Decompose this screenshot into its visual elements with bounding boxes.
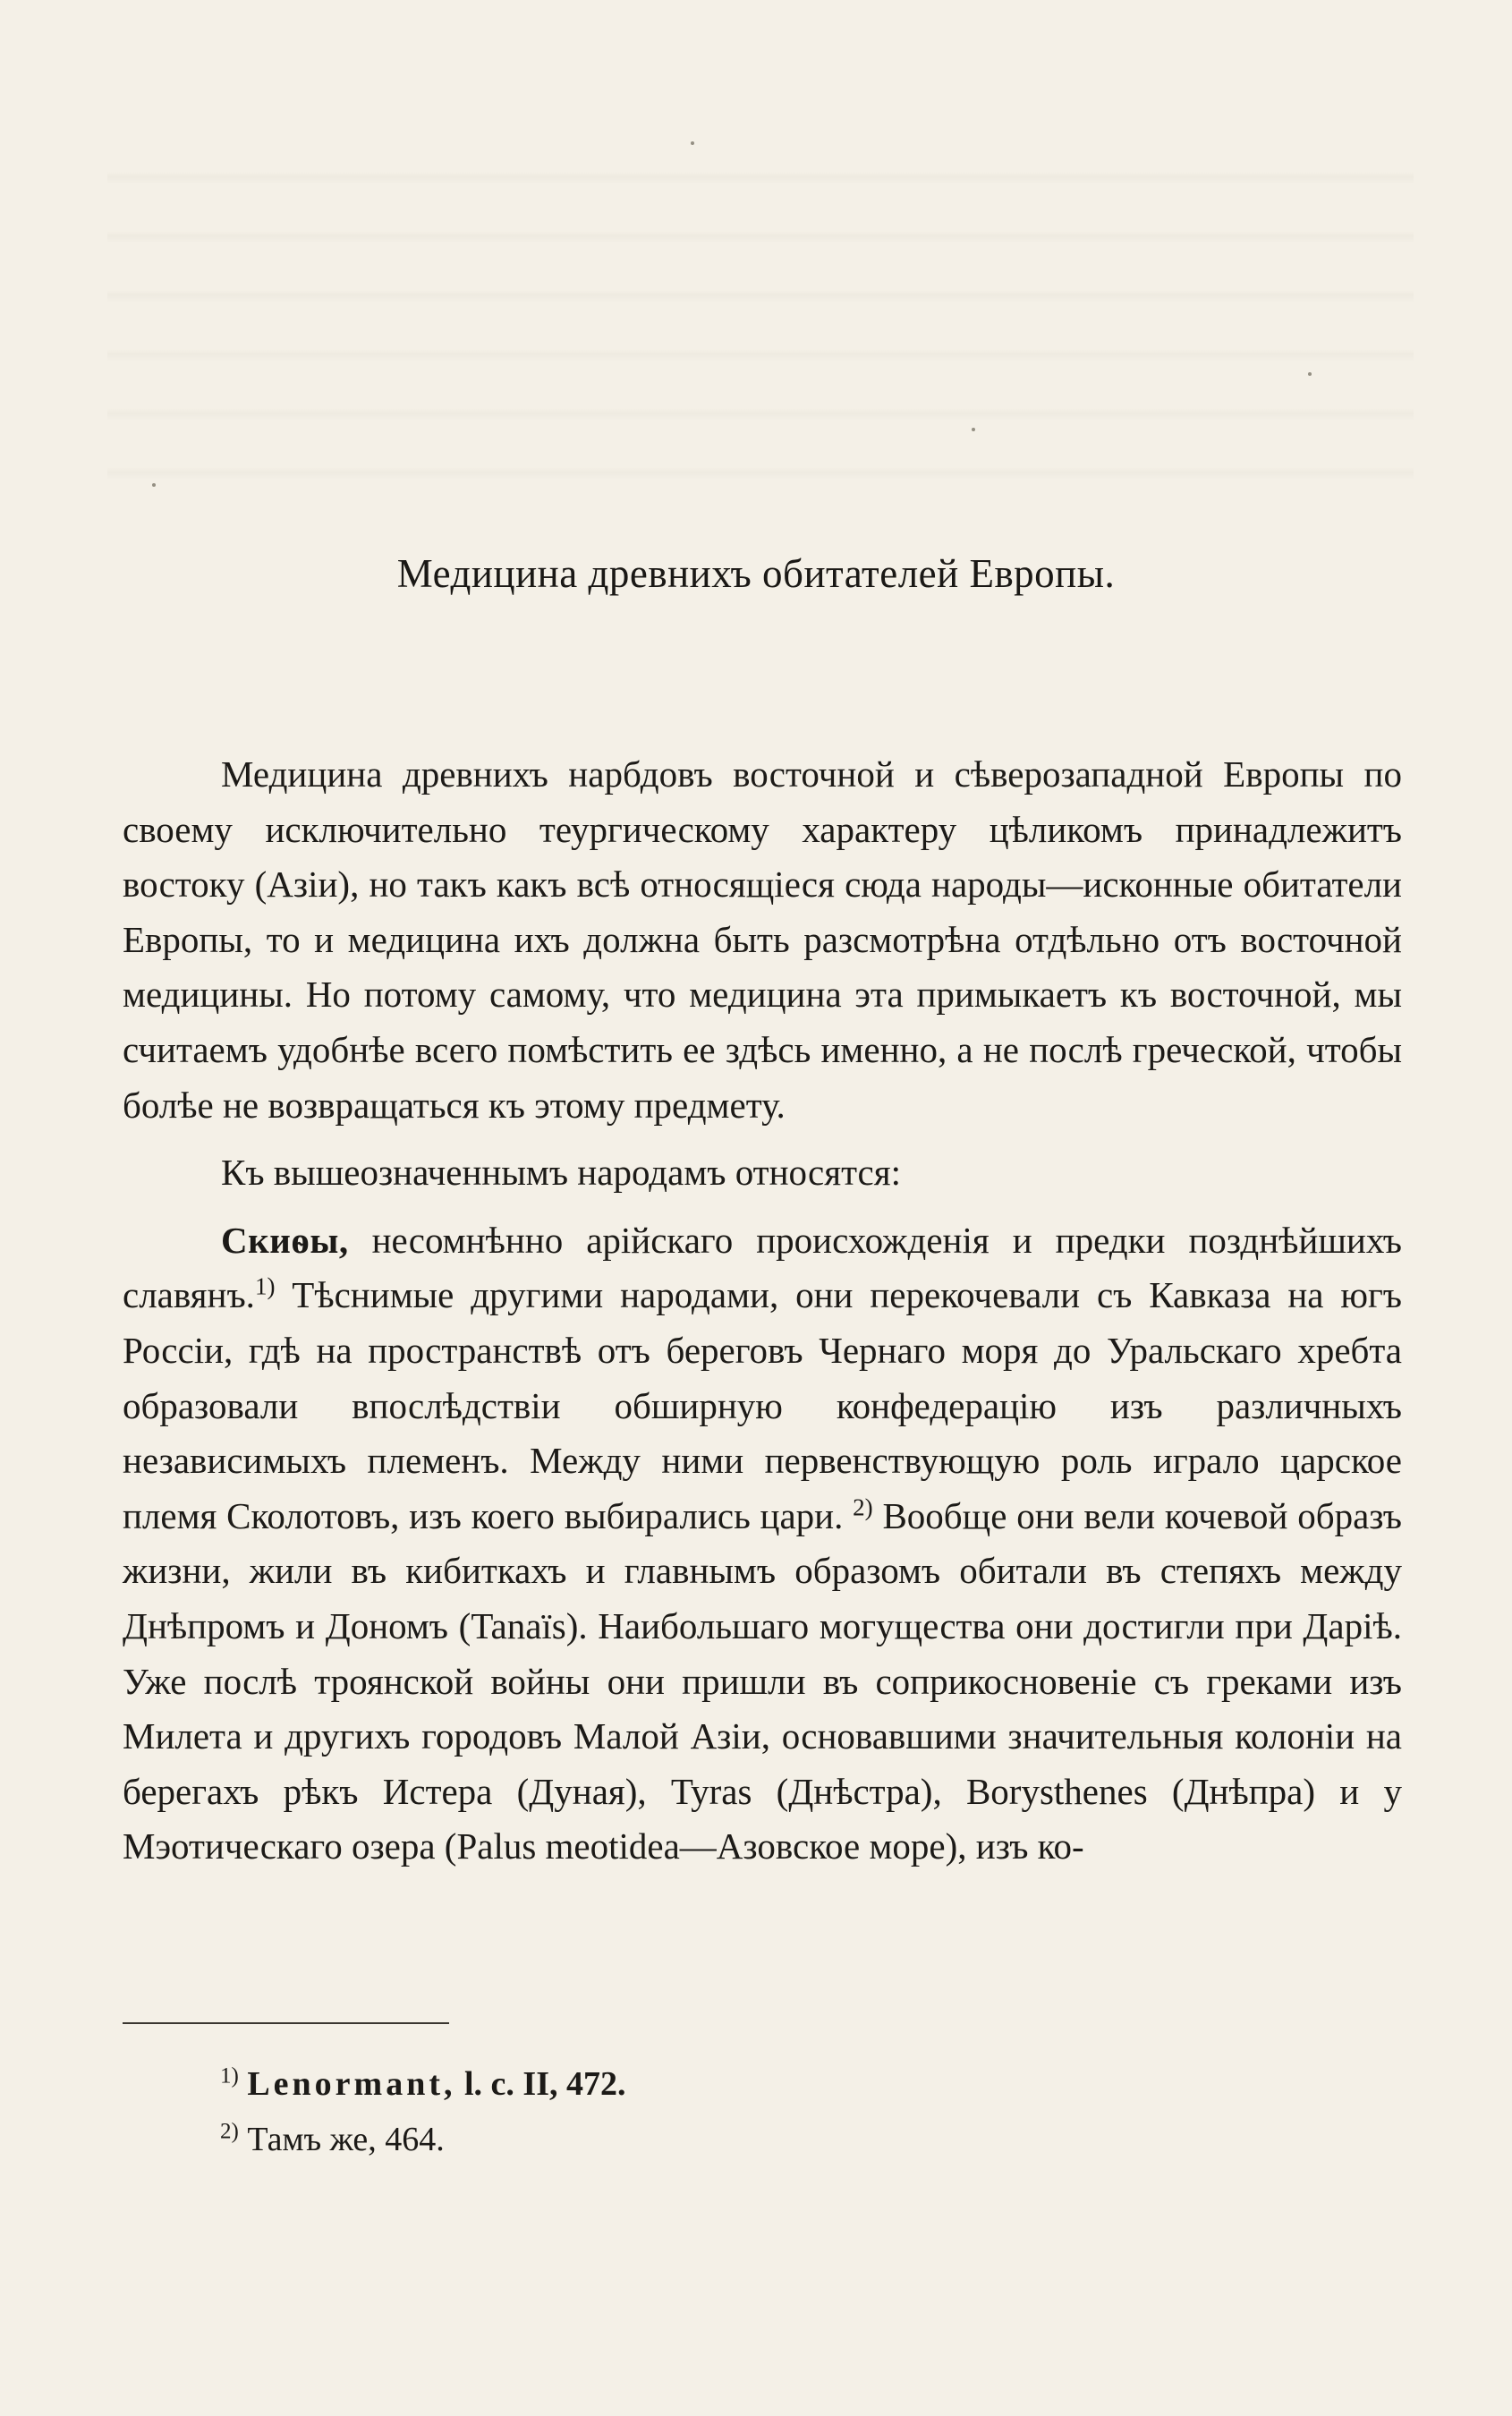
paragraph: Къ вышеозначеннымъ народамъ относятся: <box>221 1152 901 1194</box>
footnote-text: Тамъ же, 464. <box>247 2121 445 2158</box>
footnote-mark: 2) <box>220 2119 239 2144</box>
bleed-through-texture <box>107 125 1414 510</box>
footnote-reference[interactable]: 1) <box>254 1272 276 1300</box>
footnote-text: l. c. II, 472. <box>455 2065 626 2103</box>
ink-speck <box>972 428 975 431</box>
ink-speck <box>152 483 156 487</box>
text-run: Тѣснимые другими народами, они перекочевали съ Кавказа на югъ Россіи, гдѣ на пространствѣ отъ береговъ Чернаго моря до Уральскаго хребта образовали впослѣдствіи обширную конфедерацію изъ различныхъ независимыхъ племенъ. Между ними первенствующую роль играло царское племя Сколотовъ, изъ коего выбирались цари. <box>123 1274 1402 1536</box>
footnote <box>220 2056 625 2112</box>
footnotes <box>220 2056 625 2167</box>
footnote-author: Lenormant, <box>247 2065 456 2103</box>
paragraph <box>123 1213 1402 1875</box>
footnote-mark: 1) <box>220 2063 239 2088</box>
page-title: Медицина древнихъ обитателей Европы. <box>396 551 1116 596</box>
text-run: Вообще они вели кочевой образъ жизни, жили въ кибиткахъ и главнымъ образомъ обитали въ степяхъ между Днѣпромъ и Дономъ (Tanaïs). Наибольшаго могущества они достигли при Даріѣ. Уже послѣ троянской войны они пришли въ соприкосновеніе съ греками изъ Милета и другихъ городовъ Малой Азіи, основавшими значительныя колоніи на берегахъ рѣкъ Истера (Дуная), Tyras (Днѣстра), Borysthenes (Днѣпра) и у Мэотическаго озера (Palus meotidea—Азовское море), изъ ко- <box>123 1494 1403 1867</box>
ink-speck <box>691 141 694 145</box>
body-text <box>123 747 1402 1875</box>
text-run: несомнѣнно арійскаго происхожденія и предки позднѣйшихъ славянъ. <box>123 1219 1402 1316</box>
bold-term: Скиѳы, <box>221 1219 349 1261</box>
footnote <box>220 2112 625 2167</box>
ink-speck <box>1308 372 1312 376</box>
footnote-reference[interactable]: 2) <box>853 1493 873 1521</box>
paragraph: Медицина древнихъ нарбдовъ восточной и сѣверозападной Европы по своему исключительно теургическому характеру цѣликомъ принадлежитъ востоку (Азіи), но такъ какъ всѣ относящіеся сюда народы—исконные обитатели Европы, то и медицина ихъ должна быть разсмотрѣна отдѣльно отъ восточной медицины. Но потому самому, что медицина эта примыкаетъ къ восточной, мы считаемъ удобнѣе всего помѣстить ее здѣсь именно, а не послѣ греческой, чтобы болѣе не возвращаться къ этому предмету. <box>123 753 1402 1126</box>
footnote-divider <box>123 2022 449 2024</box>
